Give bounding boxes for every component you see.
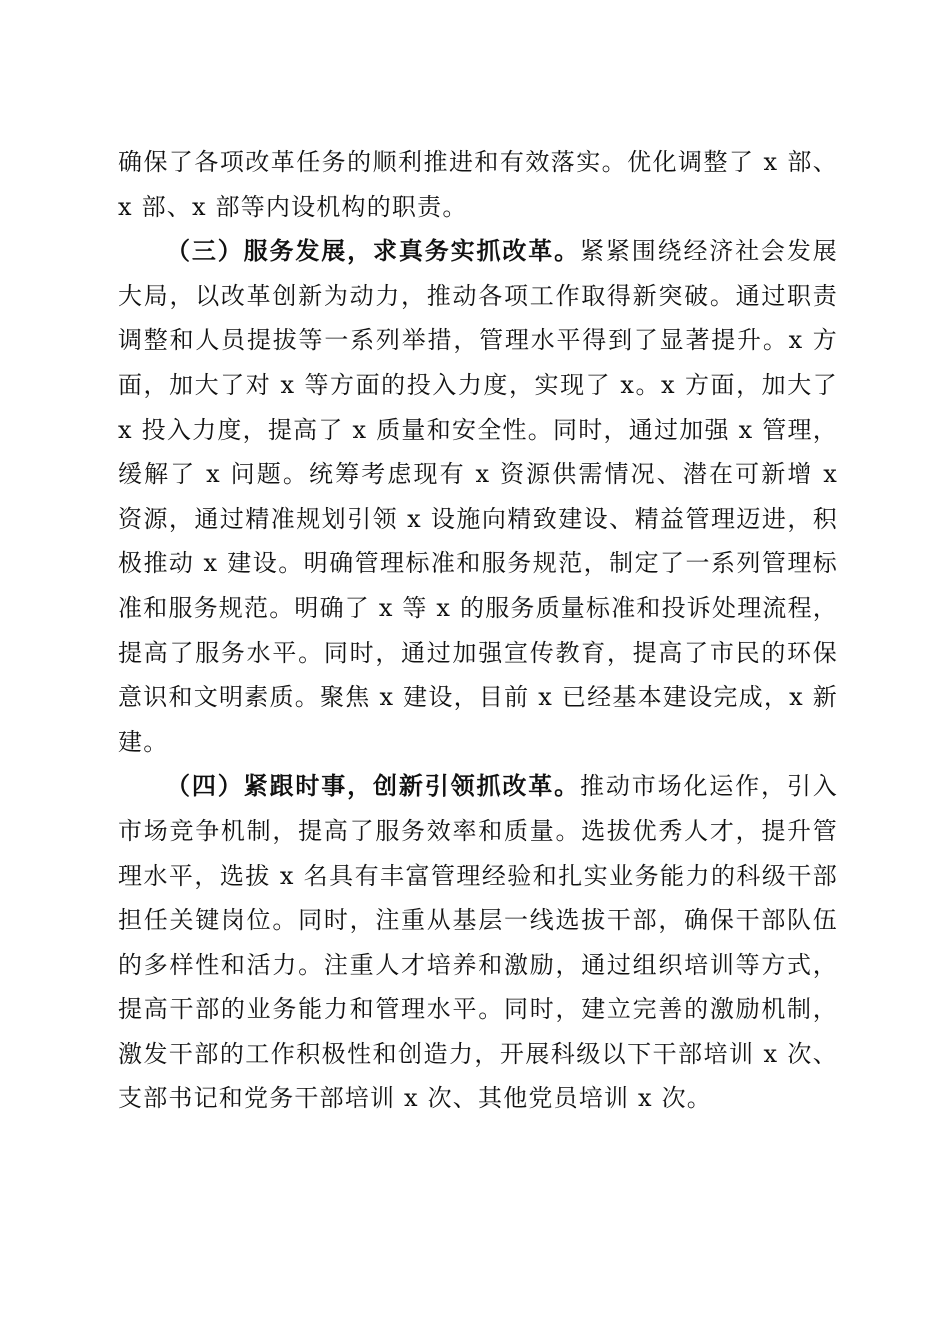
section-heading-4: （四）紧跟时事，创新引领抓改革。 (166, 772, 580, 801)
paragraph-text: 确保了各项改革任务的顺利推进和有效落实。优化调整了 x 部、x 部、x 部等内设机构的职责。 (118, 148, 838, 221)
section-heading-3: （三）服务发展，求真务实抓改革。 (166, 237, 580, 266)
paragraph-section-3 (118, 229, 838, 764)
paragraph-text: 紧紧围绕经济社会发展大局，以改革创新为动力，推动各项工作取得新突破。通过职责调整和人员提拔等一系列举措，管理水平得到了显著提升。x 方面，加大了对 x 等方面的投入力度，实现了 x。x 方面，加大了 x 投入力度，提高了 x 质量和安全性。同时，通过加强 x 管理，缓解了 x 问题。统筹考虑现有 x 资源供需情况、潜在可新增 x 资源，通过精准规划引领 x 设施向精致建设、精益管理迈进，积极推动 x 建设。明确管理标准和服务规范，制定了一系列管理标准和服务规范。明确了 x 等 x 的服务质量标准和投诉处理流程，提高了服务水平。同时，通过加强宣传教育，提高了市民的环保意识和文明素质。聚焦 x 建设，目前 x 已经基本建设完成，x 新建。 (118, 237, 838, 756)
paragraph-section-4 (118, 764, 838, 1121)
paragraph-continuation (118, 140, 838, 229)
document-body (118, 140, 838, 1121)
paragraph-text: 推动市场化运作，引入市场竞争机制，提高了服务效率和质量。选拔优秀人才，提升管理水平，选拔 x 名具有丰富管理经验和扎实业务能力的科级干部担任关键岗位。同时，注重从基层一线选拔干部，确保干部队伍的多样性和活力。注重人才培养和激励，通过组织培训等方式，提高干部的业务能力和管理水平。同时，建立完善的激励机制，激发干部的工作积极性和创造力，开展科级以下干部培训 x 次、支部书记和党务干部培训 x 次、其他党员培训 x 次。 (118, 772, 838, 1113)
